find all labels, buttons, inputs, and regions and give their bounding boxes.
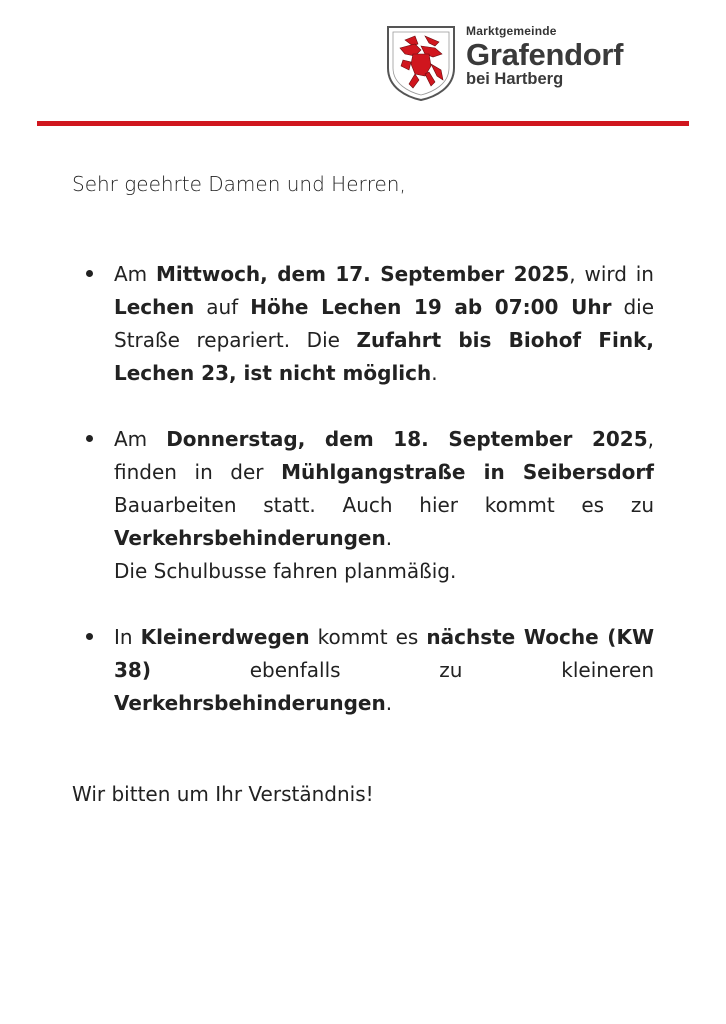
notice-fragment: Bauarbeiten statt. Auch hier kommt es zu bbox=[114, 493, 654, 517]
notice-fragment: ebenfalls zu kleineren bbox=[150, 658, 654, 682]
notice-text bbox=[114, 258, 654, 390]
coat-of-arms-icon bbox=[385, 24, 457, 102]
municipality-prefix: Marktgemeinde bbox=[466, 24, 557, 38]
closing-line: Wir bitten um Ihr Verständnis! bbox=[72, 782, 374, 806]
bullet-icon bbox=[86, 633, 93, 640]
notice-text bbox=[114, 423, 654, 555]
municipality-brand bbox=[466, 24, 623, 88]
list-item bbox=[72, 258, 654, 390]
notice-emphasis: Zufahrt bis Biohof Fink, Lechen 23, ist nicht möglich bbox=[114, 328, 654, 385]
list-item bbox=[72, 621, 654, 720]
notice-fragment: auf bbox=[194, 295, 251, 319]
greeting: Sehr geehrte Damen und Herren, bbox=[72, 172, 406, 196]
notice-fragment: In bbox=[114, 625, 141, 649]
notice-emphasis: Verkehrsbehinderungen bbox=[114, 691, 386, 715]
header-divider bbox=[37, 121, 689, 126]
notice-list bbox=[72, 258, 654, 753]
municipality-name: Grafendorf bbox=[466, 37, 624, 72]
list-item bbox=[72, 423, 654, 588]
bullet-icon bbox=[86, 270, 93, 277]
notice-fragment: . bbox=[431, 361, 438, 385]
letterhead bbox=[0, 0, 726, 130]
notice-fragment: . bbox=[385, 691, 393, 715]
bullet-icon bbox=[86, 435, 93, 442]
notice-fragment: , wird in bbox=[569, 262, 654, 286]
notice-extra-line: Die Schulbusse fahren planmäßig. bbox=[114, 559, 457, 583]
notice-emphasis: Verkehrsbehinderungen bbox=[114, 526, 386, 550]
notice-fragment: die Straße repariert. Die bbox=[114, 295, 655, 352]
notice-emphasis: Mittwoch, dem 17. September 2025 bbox=[155, 262, 570, 286]
notice-fragment: Am bbox=[114, 262, 156, 286]
notice-emphasis: Höhe Lechen 19 ab 07:00 Uhr bbox=[250, 295, 612, 319]
notice-fragment: . bbox=[385, 526, 393, 550]
notice-emphasis: Kleinerdwegen bbox=[140, 625, 310, 649]
notice-fragment: Am bbox=[114, 427, 167, 451]
notice-text bbox=[114, 621, 654, 720]
notice-emphasis: Donnerstag, dem 18. September 2025 bbox=[166, 427, 648, 451]
notice-emphasis: nächste Woche (KW 38) bbox=[114, 625, 654, 682]
notice-emphasis: Mühlgangstraße in Seibersdorf bbox=[281, 460, 654, 484]
notice-fragment: kommt es bbox=[309, 625, 427, 649]
notice-emphasis: Lechen bbox=[114, 295, 195, 319]
notice-fragment: , finden in der bbox=[114, 427, 654, 484]
municipality-suffix: bei Hartberg bbox=[466, 70, 564, 88]
